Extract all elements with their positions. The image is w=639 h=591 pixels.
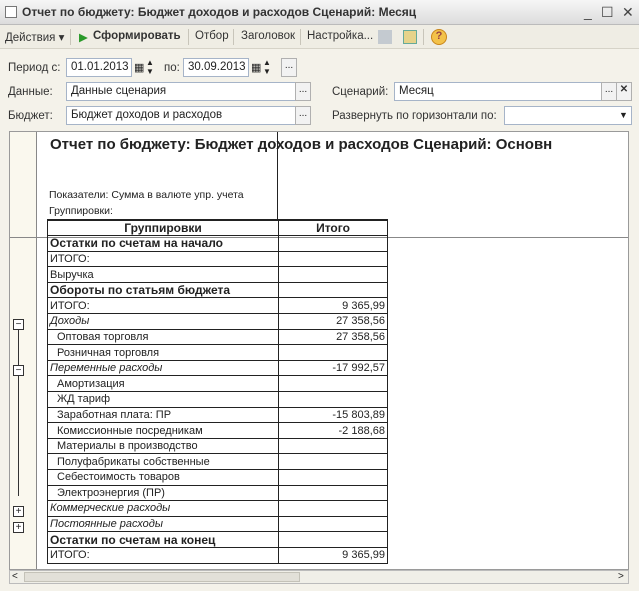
row-label: ИТОГО: [48, 251, 279, 267]
row-value: 9 365,99 [279, 298, 388, 314]
table-row [48, 470, 388, 486]
actions-menu[interactable]: Действия ▾ [5, 32, 65, 44]
indicators-text: Показатели: Сумма в валюте упр. учета [49, 189, 244, 201]
row-label: Выручка [48, 267, 279, 283]
play-icon: ▶ [79, 32, 88, 44]
row-value: -15 803,89 [279, 407, 388, 423]
table-row [48, 345, 388, 361]
scrollbar-thumb[interactable] [24, 572, 300, 582]
row-label: Полуфабрикаты собственные [48, 454, 279, 470]
window-title: Отчет по бюджету: Бюджет доходов и расходов Сценарий: Месяц [22, 5, 417, 19]
row-label: Остатки по счетам на начало [48, 236, 279, 252]
col-groupings: Группировки [48, 220, 279, 236]
table-row [48, 251, 388, 267]
grouping-gutter [10, 132, 37, 570]
row-value [279, 251, 388, 267]
expand-label: Развернуть по горизонтали по: [332, 110, 497, 122]
separator [423, 29, 424, 45]
report-icon [5, 6, 17, 18]
expand-icon[interactable]: + [13, 522, 24, 533]
row-value [279, 454, 388, 470]
header-button[interactable]: Заголовок [241, 30, 296, 42]
collapse-icon[interactable]: − [13, 365, 24, 376]
spin-icon[interactable]: ▲ ▼ [263, 58, 271, 76]
group-line [18, 330, 19, 366]
row-value [279, 392, 388, 408]
budget-select-button[interactable]: ... [295, 106, 311, 125]
row-value [279, 470, 388, 486]
table-row [48, 454, 388, 470]
row-label: Оптовая торговля [48, 329, 279, 345]
row-label: Доходы [48, 314, 279, 330]
calendar-icon[interactable]: ▦ [134, 62, 145, 74]
data-input[interactable]: Данные сценария [66, 82, 296, 101]
row-value [279, 485, 388, 501]
table-row [48, 329, 388, 345]
row-label: ЖД тариф [48, 392, 279, 408]
help-icon[interactable]: ? [431, 29, 447, 45]
table-row [48, 298, 388, 314]
period-to-input[interactable]: 30.09.2013 [183, 58, 249, 77]
report-title: Отчет по бюджету: Бюджет доходов и расходов Сценарий: Основн [50, 136, 553, 153]
row-value [279, 236, 388, 252]
row-label: ИТОГО: [48, 547, 279, 563]
row-label: Переменные расходы [48, 360, 279, 376]
row-value: 9 365,99 [279, 547, 388, 563]
row-label: Обороты по статьям бюджета [48, 282, 279, 298]
row-value [279, 532, 388, 548]
row-value: -17 992,57 [279, 360, 388, 376]
budget-label: Бюджет: [8, 110, 53, 122]
report-table [47, 219, 388, 564]
data-select-button[interactable]: ... [295, 82, 311, 101]
collapse-icon[interactable]: − [13, 319, 24, 330]
chevron-down-icon[interactable]: ▼ [619, 110, 628, 120]
expand-icon[interactable]: + [13, 506, 24, 517]
row-value [279, 345, 388, 361]
settings-button[interactable]: Настройка... [307, 30, 374, 42]
scroll-left-icon[interactable]: < [12, 571, 18, 582]
row-value [279, 438, 388, 454]
row-value [279, 376, 388, 392]
maximize-button[interactable]: ☐ [601, 4, 614, 20]
table-row [48, 392, 388, 408]
table-row [48, 407, 388, 423]
row-label: Розничная торговля [48, 345, 279, 361]
title-bar [0, 0, 639, 25]
load-settings-icon[interactable] [378, 30, 392, 44]
scenario-select-button[interactable]: ... [601, 82, 617, 101]
generate-button[interactable]: Сформировать [93, 30, 181, 42]
filter-button[interactable]: Отбор [195, 30, 229, 42]
table-row [48, 501, 388, 517]
period-to-label: по: [164, 62, 180, 74]
group-line [18, 376, 19, 496]
row-value: 27 358,56 [279, 329, 388, 345]
row-label: Материалы в производство [48, 438, 279, 454]
spin-icon[interactable]: ▲ ▼ [146, 58, 154, 76]
table-row [48, 360, 388, 376]
row-value [279, 501, 388, 517]
col-total: Итого [279, 220, 388, 236]
separator [188, 29, 189, 45]
table-header [48, 220, 388, 236]
row-label: Остатки по счетам на конец [48, 532, 279, 548]
close-button[interactable]: ✕ [622, 4, 634, 20]
table-row [48, 516, 388, 532]
row-label: Заработная плата: ПР [48, 407, 279, 423]
row-label: ИТОГО: [48, 298, 279, 314]
row-label: Комиссионные посредникам [48, 423, 279, 439]
separator [300, 29, 301, 45]
row-value: 27 358,56 [279, 314, 388, 330]
row-label: Амортизация [48, 376, 279, 392]
report-sheet[interactable] [9, 131, 629, 570]
scenario-input[interactable]: Месяц [394, 82, 602, 101]
row-value [279, 282, 388, 298]
clear-icon[interactable]: ✕ [616, 82, 632, 101]
table-row [48, 267, 388, 283]
scroll-right-icon[interactable]: > [618, 571, 624, 582]
row-label: Электроэнергия (ПР) [48, 485, 279, 501]
period-select-button[interactable]: ... [281, 58, 297, 77]
row-value: -2 188,68 [279, 423, 388, 439]
expand-select[interactable] [504, 106, 632, 125]
table-row [48, 532, 388, 548]
table-row [48, 485, 388, 501]
separator [70, 29, 71, 45]
horizontal-scrollbar[interactable] [9, 570, 629, 584]
table-row [48, 547, 388, 563]
data-label: Данные: [8, 86, 53, 98]
table-row [48, 236, 388, 252]
table-row [48, 438, 388, 454]
save-settings-icon[interactable] [403, 30, 417, 44]
budget-input[interactable]: Бюджет доходов и расходов [66, 106, 296, 125]
table-row [48, 314, 388, 330]
table-row [48, 423, 388, 439]
row-label: Коммерческие расходы [48, 501, 279, 517]
toolbar [0, 25, 639, 49]
row-label: Себестоимость товаров [48, 470, 279, 486]
row-value [279, 267, 388, 283]
table-row [48, 376, 388, 392]
calendar-icon[interactable]: ▦ [251, 62, 262, 74]
period-from-input[interactable]: 01.01.2013 [66, 58, 132, 77]
table-row [48, 282, 388, 298]
period-from-label: Период с: [8, 62, 61, 74]
minimize-button[interactable]: _ [584, 4, 592, 20]
separator [233, 29, 234, 45]
row-value [279, 516, 388, 532]
groupings-text: Группировки: [49, 205, 113, 217]
scenario-label: Сценарий: [332, 86, 389, 98]
row-label: Постоянные расходы [48, 516, 279, 532]
